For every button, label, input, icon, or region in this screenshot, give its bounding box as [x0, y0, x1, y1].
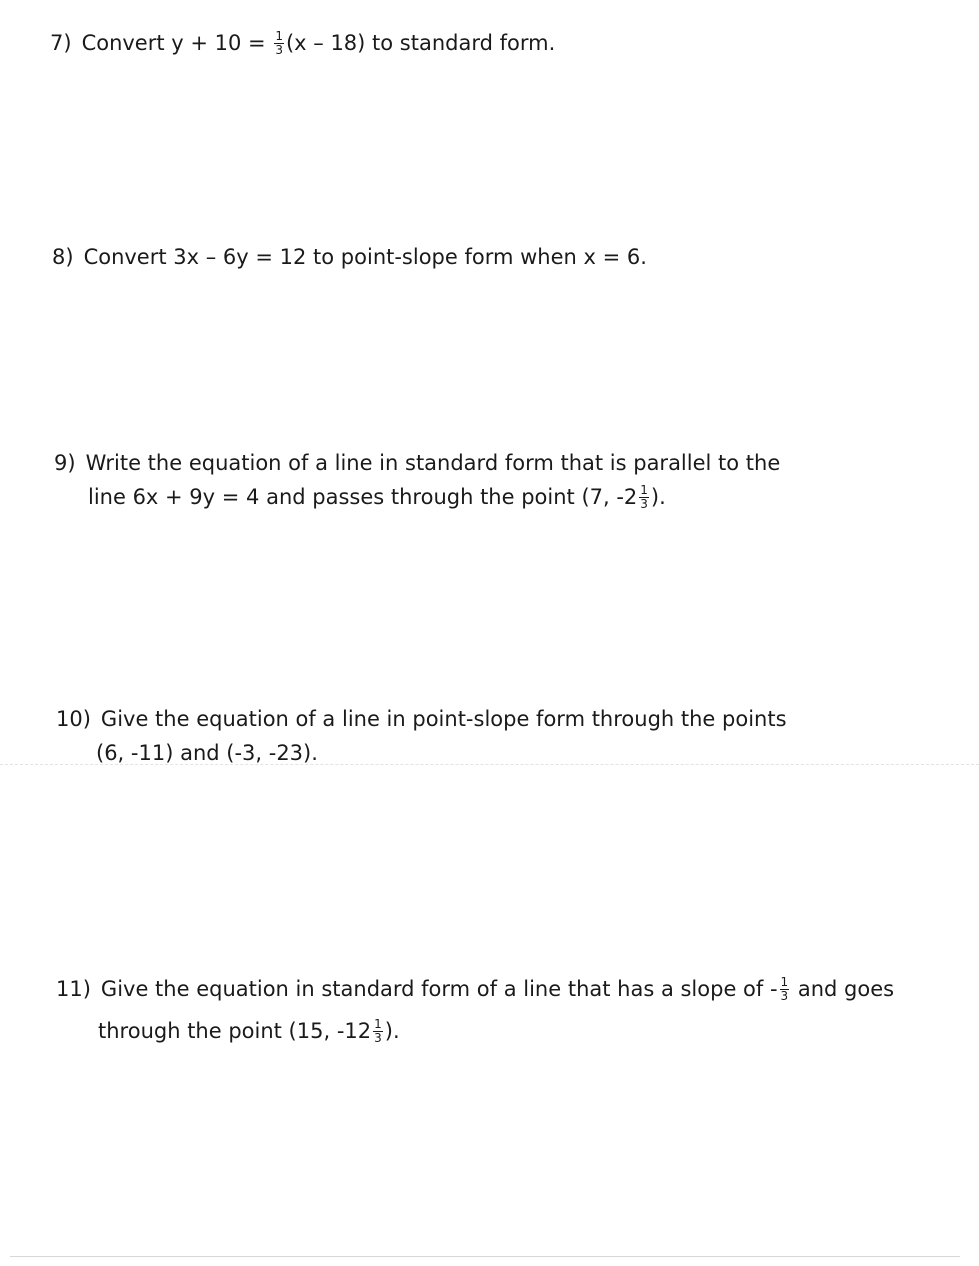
- question-text-line-1: Write the equation of a line in standard form that is parallel to the: [85, 451, 781, 475]
- question-9-continuation: [88, 480, 666, 514]
- question-11: [56, 972, 894, 1006]
- fraction: [373, 1016, 383, 1045]
- question-10: [56, 702, 787, 736]
- question-text-line-2-end: ).: [384, 1019, 400, 1043]
- question-number: 10): [56, 707, 91, 731]
- question-text-line-2: line 6x + 9y = 4 and passes through the point (7, -2: [88, 485, 638, 509]
- fraction-denominator: 3: [780, 988, 789, 1003]
- question-number: 11): [56, 977, 91, 1001]
- fraction-denominator: 3: [640, 496, 648, 511]
- fraction-numerator: 1: [275, 28, 283, 43]
- question-number: 9): [54, 451, 76, 475]
- question-text-line-2: (6, -11) and (-3, -23).: [96, 741, 318, 765]
- question-text: Convert 3x – 6y = 12 to point-slope form when x = 6.: [83, 245, 647, 269]
- question-text-line-1: Give the equation of a line in point-slope form through the points: [100, 707, 787, 731]
- question-7: [50, 26, 555, 60]
- question-text: Convert y + 10 =: [81, 31, 266, 55]
- question-number: 8): [52, 245, 74, 269]
- fraction-numerator: 1: [374, 1016, 382, 1031]
- scan-artifact-line: [0, 764, 979, 765]
- fraction-numerator: 1: [780, 974, 789, 989]
- question-number: 7): [50, 31, 72, 55]
- question-text: (x – 18) to standard form.: [285, 31, 556, 55]
- question-text-line-1-end: and goes: [797, 977, 895, 1001]
- fraction: [639, 482, 649, 511]
- page-bottom-line: [10, 1256, 960, 1257]
- question-8: [52, 240, 647, 274]
- fraction-denominator: 3: [275, 42, 283, 57]
- question-text-line-2-end: ).: [650, 485, 666, 509]
- question-9: [54, 446, 780, 480]
- question-text-line-1: Give the equation in standard form of a line that has a slope of -: [100, 977, 778, 1001]
- fraction: [780, 974, 790, 1003]
- question-text-line-2: through the point (15, -12: [98, 1019, 372, 1043]
- fraction: [274, 28, 284, 57]
- fraction-denominator: 3: [374, 1030, 382, 1045]
- question-11-continuation: [98, 1014, 400, 1048]
- fraction-numerator: 1: [640, 482, 648, 497]
